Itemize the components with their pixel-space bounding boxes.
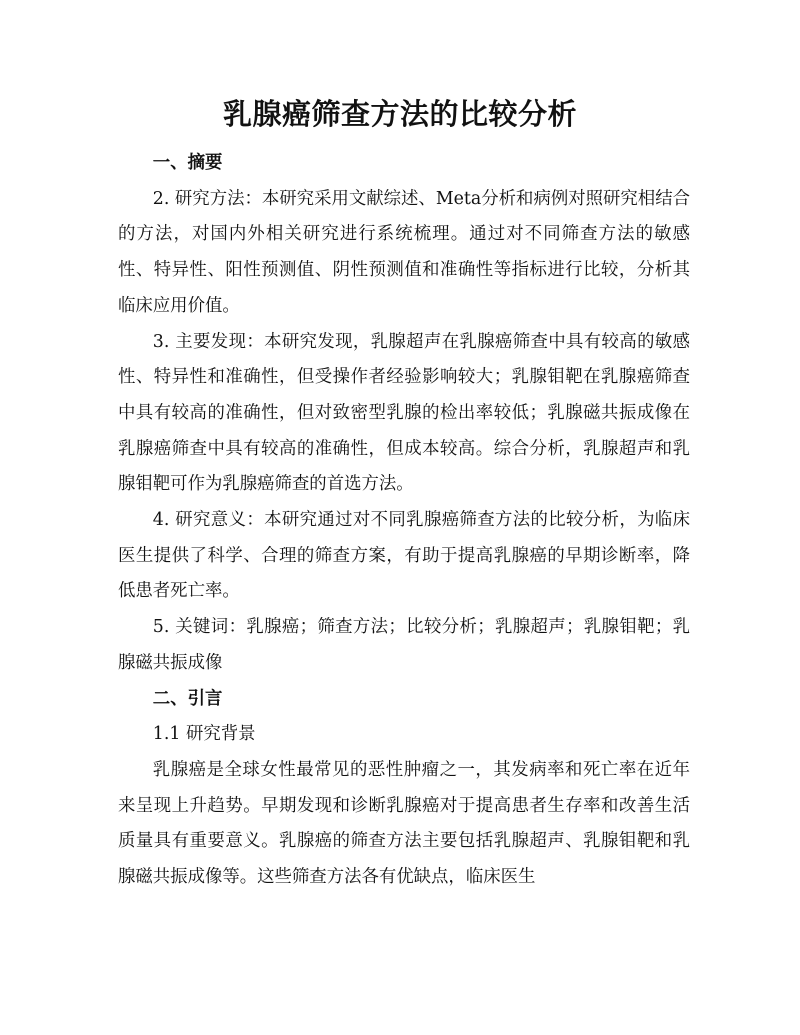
paragraph-significance: 4. 研究意义：本研究通过对不同乳腺癌筛查方法的比较分析，为临床医生提供了科学、合理的筛查方案，有助于提高乳腺癌的早期诊断率，降低患者死亡率。 — [118, 510, 690, 602]
paragraph-findings: 3. 主要发现：本研究发现，乳腺超声在乳腺癌筛查中具有较高的敏感性、特异性和准确性，但受操作者经验影响较大；乳腺钼靶在乳腺癌筛查中具有较高的准确性，但对致密型乳腺的检出率较低；乳腺磁共振成像在乳腺癌筛查中具有较高的准确性，但成本较高。综合分析，乳腺超声和乳腺钼靶可作为乳腺癌筛查的首选方法。 — [118, 331, 690, 495]
document-title: 乳腺癌筛查方法的比较分析 — [222, 97, 577, 131]
section-heading-introduction: 二、引言 — [152, 688, 223, 709]
section-heading-abstract: 一、摘要 — [152, 153, 223, 173]
paragraph-background: 乳腺癌是全球女性最常见的恶性肿瘤之一，其发病率和死亡率在近年来呈现上升趋势。早期发现和诊断乳腺癌对于提高患者生存率和改善生活质量具有重要意义。乳腺癌的筛查方法主要包括乳腺超声、乳腺钼靶和乳腺磁共振成像等。这些筛查方法各有优缺点，临床医生 — [118, 759, 690, 888]
subsection-heading-background: 1.1 研究背景 — [152, 724, 256, 745]
paragraph-keywords: 5. 关键词：乳腺癌；筛查方法；比较分析；乳腺超声；乳腺钼靶；乳腺磁共振成像 — [118, 617, 690, 673]
paragraph-methods: 2. 研究方法：本研究采用文献综述、Meta分析和病例对照研究相结合的方法，对国内外相关研究进行系统梳理。通过对不同筛查方法的敏感性、特异性、阳性预测值、阴性预测值和准确性等指标进行比较，分析其临床应用价值。 — [118, 188, 690, 316]
document-body — [118, 146, 690, 896]
